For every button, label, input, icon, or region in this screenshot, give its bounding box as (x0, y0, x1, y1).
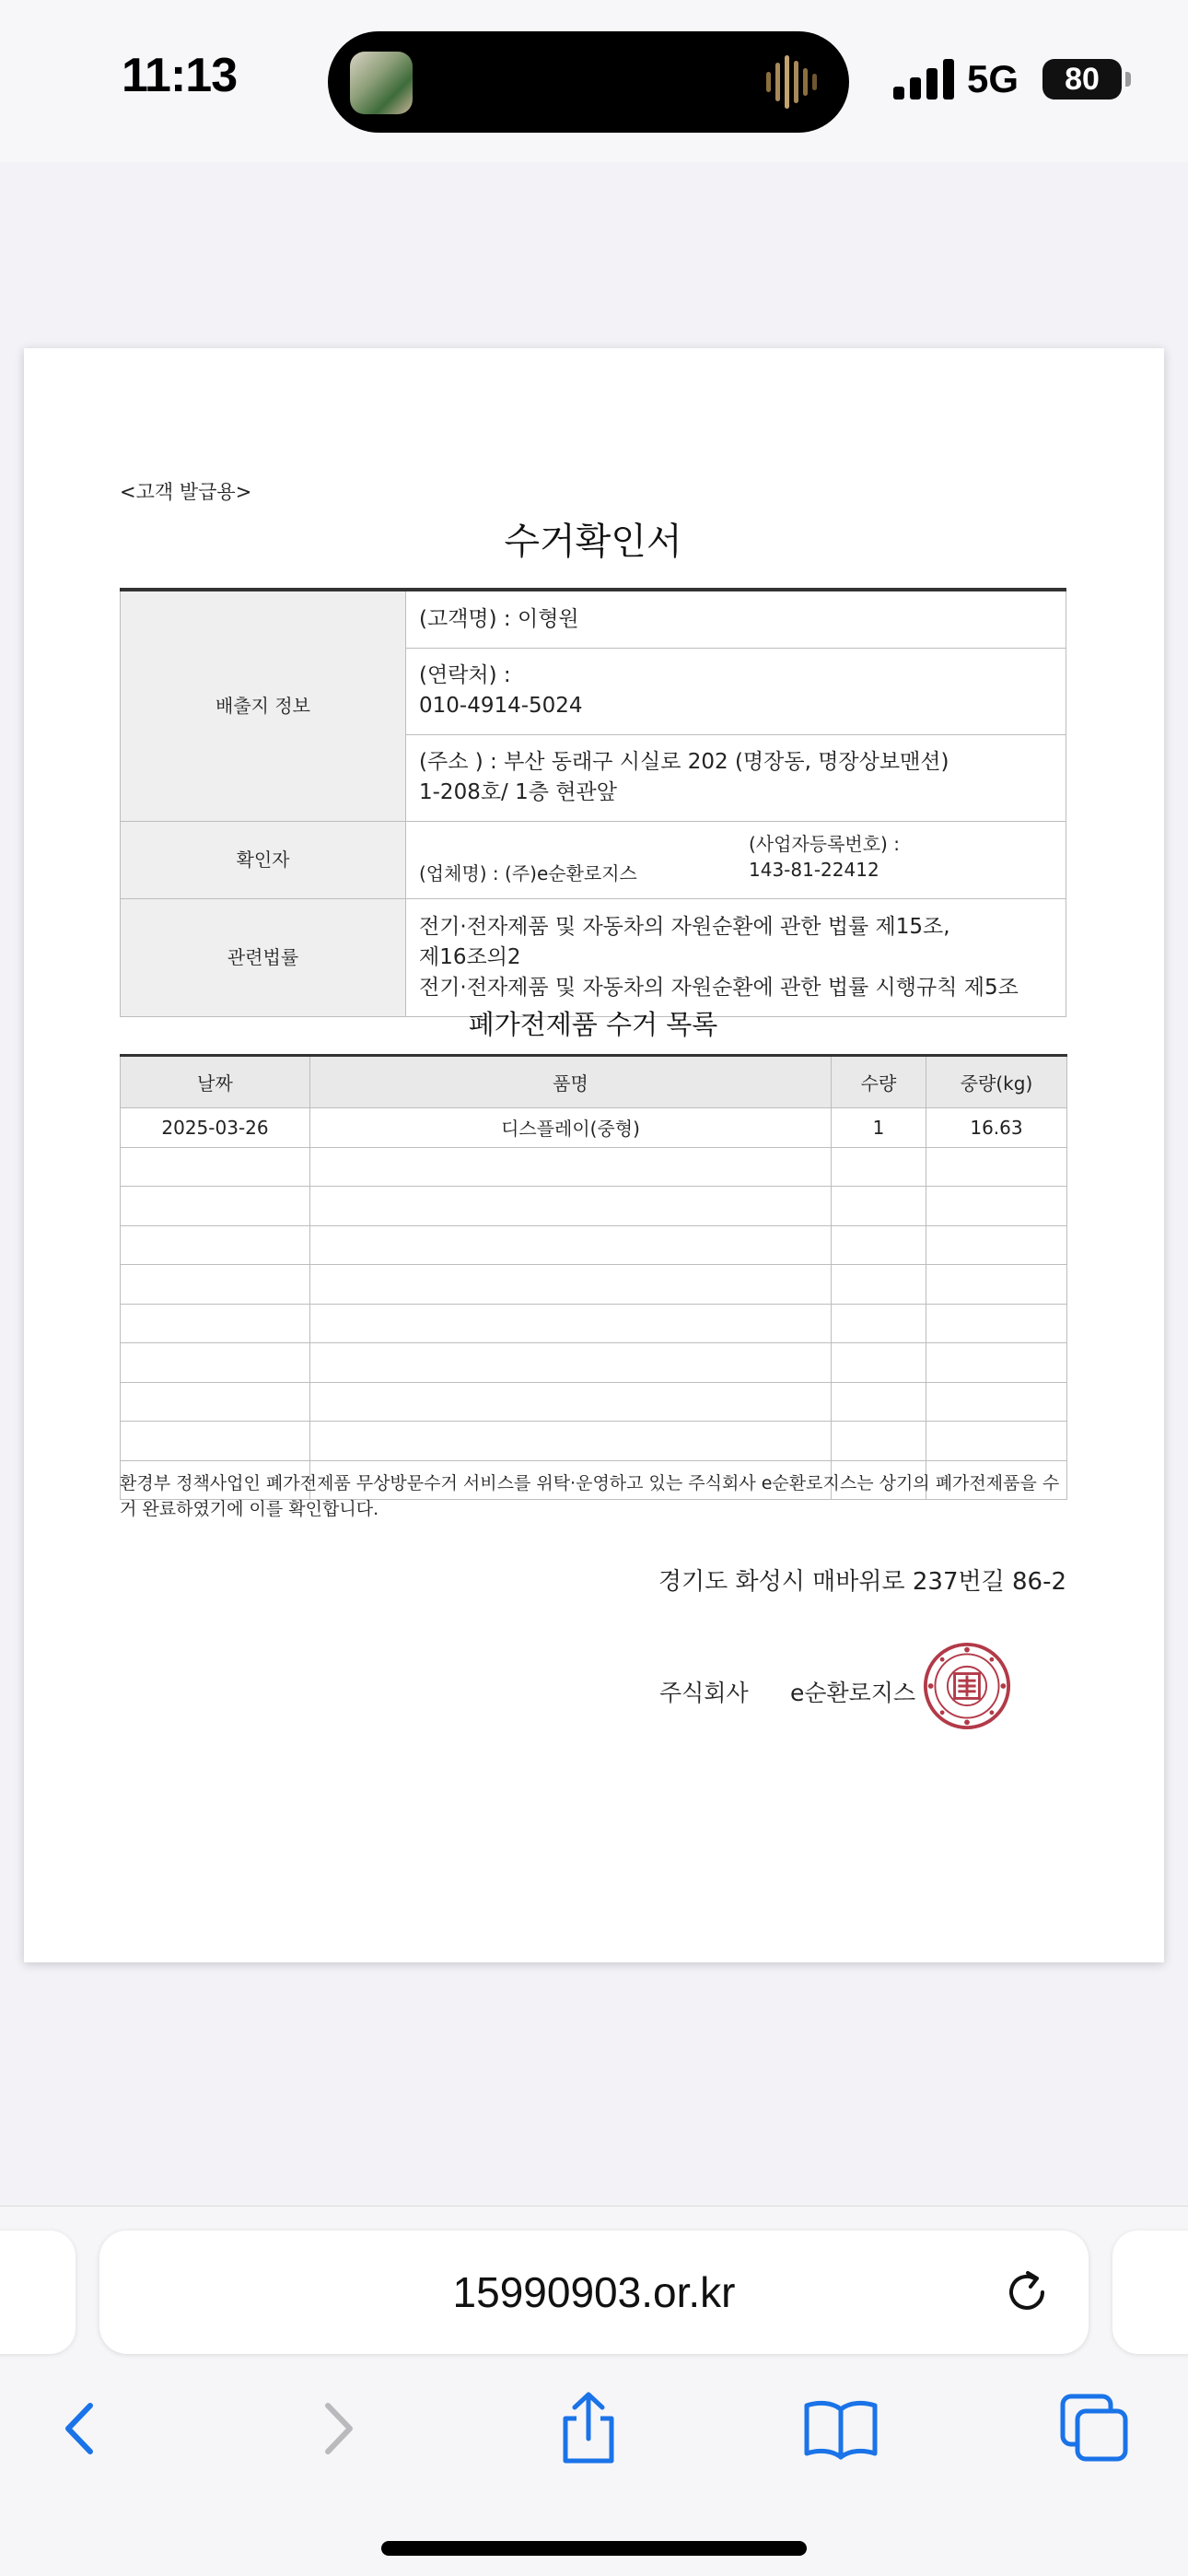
discharge-info-table (120, 588, 1066, 1017)
cell-weight: 16.63 (926, 1108, 1067, 1148)
empty-row (121, 1304, 1067, 1343)
status-bar (0, 0, 1188, 162)
battery-level: 80 (1065, 62, 1100, 97)
contact-label: (연락처) : (419, 663, 511, 687)
biz-no-label: (사업자등록번호) : (749, 832, 900, 855)
book-icon[interactable] (799, 2387, 882, 2470)
status-time: 11:13 (122, 49, 238, 102)
header-weight: 중량(kg) (926, 1056, 1067, 1108)
cellular-signal-icon (893, 59, 956, 100)
law-line-3: 전기·전자제품 및 자동차의 자원순환에 관한 법률 시행규칙 제5조 (419, 975, 1019, 1000)
address-cell (406, 734, 1066, 821)
header-item: 품명 (310, 1056, 832, 1108)
confirmer-cell (406, 821, 1066, 898)
empty-row (121, 1382, 1067, 1422)
share-icon[interactable] (547, 2387, 630, 2470)
law-label: 관련법률 (121, 898, 406, 1016)
address-line-1: (주소 ) : 부산 동래구 시실로 202 (명장동, 명장상보맨션) (419, 750, 949, 774)
contact-value: 010-4914-5024 (419, 694, 583, 718)
document-page (24, 348, 1164, 1962)
discharge-info-label: 배출지 정보 (121, 590, 406, 821)
url-text[interactable]: 15990903.or.kr (452, 2268, 736, 2316)
empty-row (121, 1265, 1067, 1305)
browser-bottom-bar (0, 2206, 1188, 2576)
browser-toolbar (0, 2387, 1188, 2488)
header-date: 날짜 (121, 1056, 310, 1108)
empty-row (121, 1343, 1067, 1383)
customer-name: (고객명) : 이형원 (406, 590, 1066, 648)
law-cell (406, 898, 1066, 1016)
document-title: 수거확인서 (504, 521, 682, 563)
battery-icon (1042, 59, 1122, 100)
company-prefix: 주식회사 (659, 1680, 749, 1706)
collection-items-table (120, 1054, 1067, 1500)
collection-list-title: 폐가전제품 수거 목록 (468, 1009, 718, 1040)
cell-date: 2025-03-26 (121, 1108, 310, 1148)
company-seal-icon (923, 1642, 1011, 1730)
reload-icon[interactable] (1002, 2267, 1052, 2317)
battery-tip (1125, 72, 1131, 87)
next-tab-card[interactable] (1112, 2231, 1188, 2354)
law-line-1: 전기·전자제품 및 자동차의 자원순환에 관한 법률 제15조, (419, 914, 950, 939)
biz-no-value: 143-81-22412 (749, 858, 879, 881)
tabs-icon[interactable] (1054, 2387, 1136, 2470)
address-bar[interactable] (99, 2231, 1089, 2354)
address-line-2: 1-208호/ 1층 현관앞 (419, 780, 617, 804)
law-line-2: 제16조의2 (419, 944, 521, 969)
company-name: (업체명) : (주)e순환로지스 (419, 861, 637, 884)
dynamic-island[interactable] (328, 31, 849, 133)
header-qty: 수량 (832, 1056, 926, 1108)
previous-tab-card[interactable] (0, 2231, 76, 2354)
audio-waveform-icon (764, 53, 823, 111)
now-playing-thumbnail[interactable] (350, 52, 413, 114)
empty-row (121, 1187, 1067, 1226)
empty-row (121, 1422, 1067, 1461)
cell-item: 디스플레이(중형) (310, 1108, 832, 1148)
company-sign-name: e순환로지스 (790, 1680, 916, 1706)
company-address: 경기도 화성시 매바위로 237번길 86-2 (658, 1568, 1066, 1596)
cell-qty: 1 (832, 1108, 926, 1148)
empty-row (121, 1225, 1067, 1265)
home-indicator[interactable] (381, 2541, 807, 2556)
contact-cell (406, 648, 1066, 734)
confirmation-notice: 환경부 정책사업인 폐가전제품 무상방문수거 서비스를 위탁·운영하고 있는 주식회사 e순환로지스는 상기의 폐가전제품을 수거 완료하였기에 이를 확인합니다. (120, 1473, 1060, 1519)
chevron-right-icon[interactable] (297, 2387, 379, 2470)
confirmer-label: 확인자 (121, 821, 406, 898)
table-row (121, 1108, 1067, 1148)
chevron-left-icon[interactable] (39, 2387, 122, 2470)
issue-tag: <고객 발급용> (120, 481, 252, 503)
network-type: 5G (967, 57, 1019, 100)
empty-row (121, 1147, 1067, 1187)
